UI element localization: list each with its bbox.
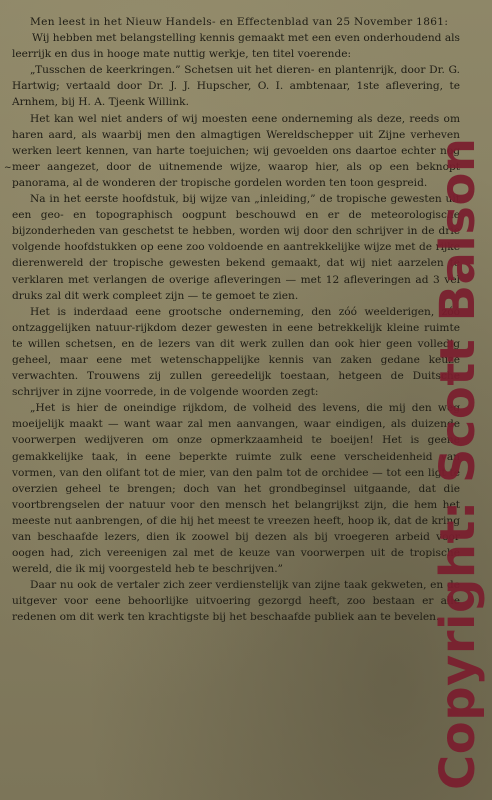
article-body <box>12 14 460 626</box>
article-paragraph-2: „Tusschen de keerkringen.” Schetsen uit het dieren- en plantenrijk, door Dr. G. Hartwig; vertaald door Dr. J. J. Hupscher, O. I. ambtenaar, 1ste aflevering, te Arnhem, bij H. A. Tjeenk Willink. <box>12 64 460 109</box>
article-paragraph-3: Het kan wel niet anders of wij moesten eene onderneming als deze, reeds om haren aard, als waarbij men den almagtigen Wereldschepper uit Zijne verheven werken leert kennen, van harte toejuichen; wij gevoelden ons daartoe echter nog meer aangezet, door de uitnemende wijze, waarop hier, als op een beknopt panorama, al de wonderen der tropische gordelen worden ten toon gespreid. <box>12 112 460 189</box>
margin-mark: ~ <box>4 163 12 173</box>
article-paragraph-1: Wij hebben met belangstelling kennis gemaakt met een even onderhoudend als leerrijk en dus in hooge mate nuttig werkje, ten titel voerende: <box>12 32 460 61</box>
article-paragraph-7: Daar nu ook de vertaler zich zeer verdienstelijk van zijne taak gekweten, en de uitgever voor eene behoorlijke uitvoering gezorgd heeft, zoo bestaan er alle redenen om dit werk ten krachtigste bij het beschaafde publiek aan te bevelen. <box>12 579 460 624</box>
article-paragraph-4: Na in het eerste hoofdstuk, bij wijze van „inleiding,” de tropische gewesten uit een geo- en topographisch oogpunt beschouwd en er de meteorologische bijzonderheden van geschetst te hebben, worden wij door den schrijver in de drie volgende hoofdstukken op eene zoo voldoende en aantrekkelijke wijze met de rijke dierenwereld der tropische gewesten bekend gemaakt, dat wij niet aarzelen te verklaren met verlangen de overige afleveringen — met 12 afleveringen ad 3 vel druks zal dit werk compleet zijn — te gemoet te zien. <box>12 193 460 302</box>
copyright-watermark: Copyright: Scott Balson <box>430 137 486 790</box>
article-paragraph-5: Het is inderdaad eene grootsche onderneming, den zóó weelderigen, zóó ontzaggelijken natuur-rijkdom dezer gewesten in eene betrekkelijk kleine ruimte te willen schetsen, en de lezers van dit werk zullen dan ook hier geen volledig geheel, maar eene met wetenschappelijke kennis van zaken gedane keuze verwachten. Trouwens zij zullen gereedelijk toestaan, hetgeen de Duitsche schrijver in zijne voorrede, in de volgende woorden zegt: <box>12 305 460 399</box>
article-paragraph-6: „Het is hier de oneindige rijkdom, de volheid des levens, die mij den weg moeijelijk maakt — want waar zal men aanvangen, waar eindigen, als duizende voorwerpen wedijveren om onze opmerkzaamheid te boeijen! Het is geene gemakkelijke taak, in eene beperkte ruimte zulk eene verscheidenheid van vormen, van den olifant tot de mier, van den palm tot de orchidee — tot een ligt te overzien geheel te brengen; doch van het grondbeginsel uitgaande, dat die voortbrengselen der natuur voor den mensch het belangrijkst zijn, die hem het meeste nut aanbrengen, of die hij het meest te vreezen heeft, hoop ik, dat de kring van beschaafde lezers, dien ik zoowel bij dezen als bij vroegeren arbeid voor oogen had, zich vereenigen zal met de keuze van voorwerpen uit de tropische wereld, die ik mij voorgesteld heb te beschrijven.” <box>12 402 460 576</box>
article-heading: Men leest in het Nieuw Handels- en Effectenblad van 25 November 1861: <box>30 16 449 28</box>
